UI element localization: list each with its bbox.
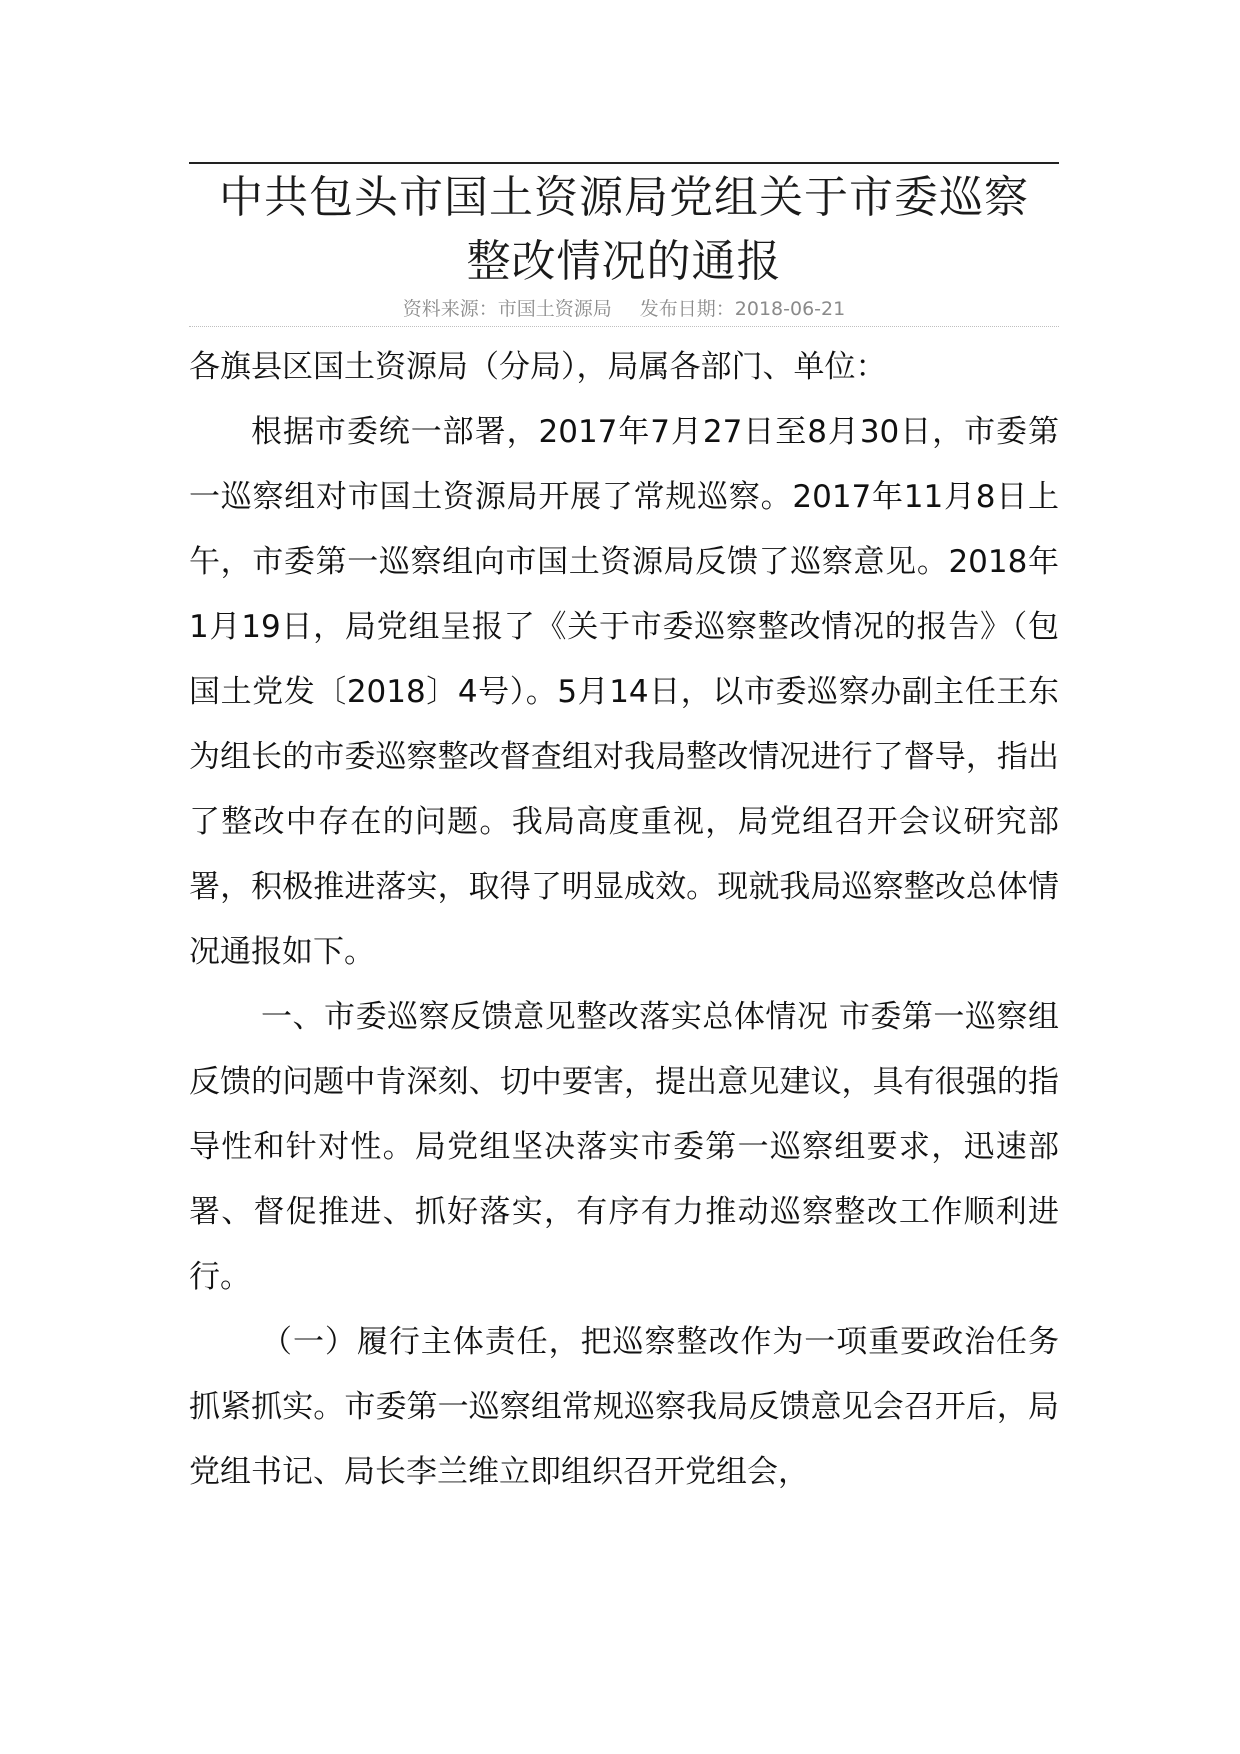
title-line-2: 整改情况的通报 (466, 236, 782, 287)
paragraph-intro: 根据市委统一部署，2017年7月27日至8月30日，市委第一巡察组对市国土资源局开展了常规巡察。2017年11月8日上午，市委第一巡察组向市国土资源局反馈了巡察意见。2018年1月19日，局党组呈报了《关于市委巡察整改情况的报告》（包国土党发〔2018〕4号）。5月14日，以市委巡察办副主任王东为组长的市委巡察整改督查组对我局整改情况进行了督导，指出了整改中存在的问题。我局高度重视，局党组召开会议研究部署，积极推进落实，取得了明显成效。现就我局巡察整改总体情况通报如下。 (189, 414, 1059, 970)
top-divider (189, 162, 1059, 164)
document-body (189, 335, 1059, 1505)
title-line-1: 中共包头市国土资源局党组关于市委巡察 (219, 172, 1029, 223)
document-meta (189, 296, 1059, 322)
paragraph-section-one: 一、市委巡察反馈意见整改落实总体情况 市委第一巡察组反馈的问题中肯深刻、切中要害，提出意见建议，具有很强的指导性和针对性。局党组坚决落实市委第一巡察组要求，迅速部署、督促推进、抓好落实，有序有力推动巡察整改工作顺利进行。 (189, 999, 1059, 1295)
source-label: 资料来源：市国土资源局 (402, 298, 612, 320)
publish-date: 发布日期：2018-06-21 (639, 298, 846, 320)
document-title (189, 166, 1059, 294)
salutation: 各旗县区国土资源局（分局），局属各部门、单位： (189, 349, 887, 385)
meta-divider (189, 326, 1059, 327)
paragraph-subsection-one: （一）履行主体责任，把巡察整改作为一项重要政治任务抓紧抓实。市委第一巡察组常规巡察我局反馈意见会召开后，局党组书记、局长李兰维立即组织召开党组会， (189, 1324, 1059, 1490)
